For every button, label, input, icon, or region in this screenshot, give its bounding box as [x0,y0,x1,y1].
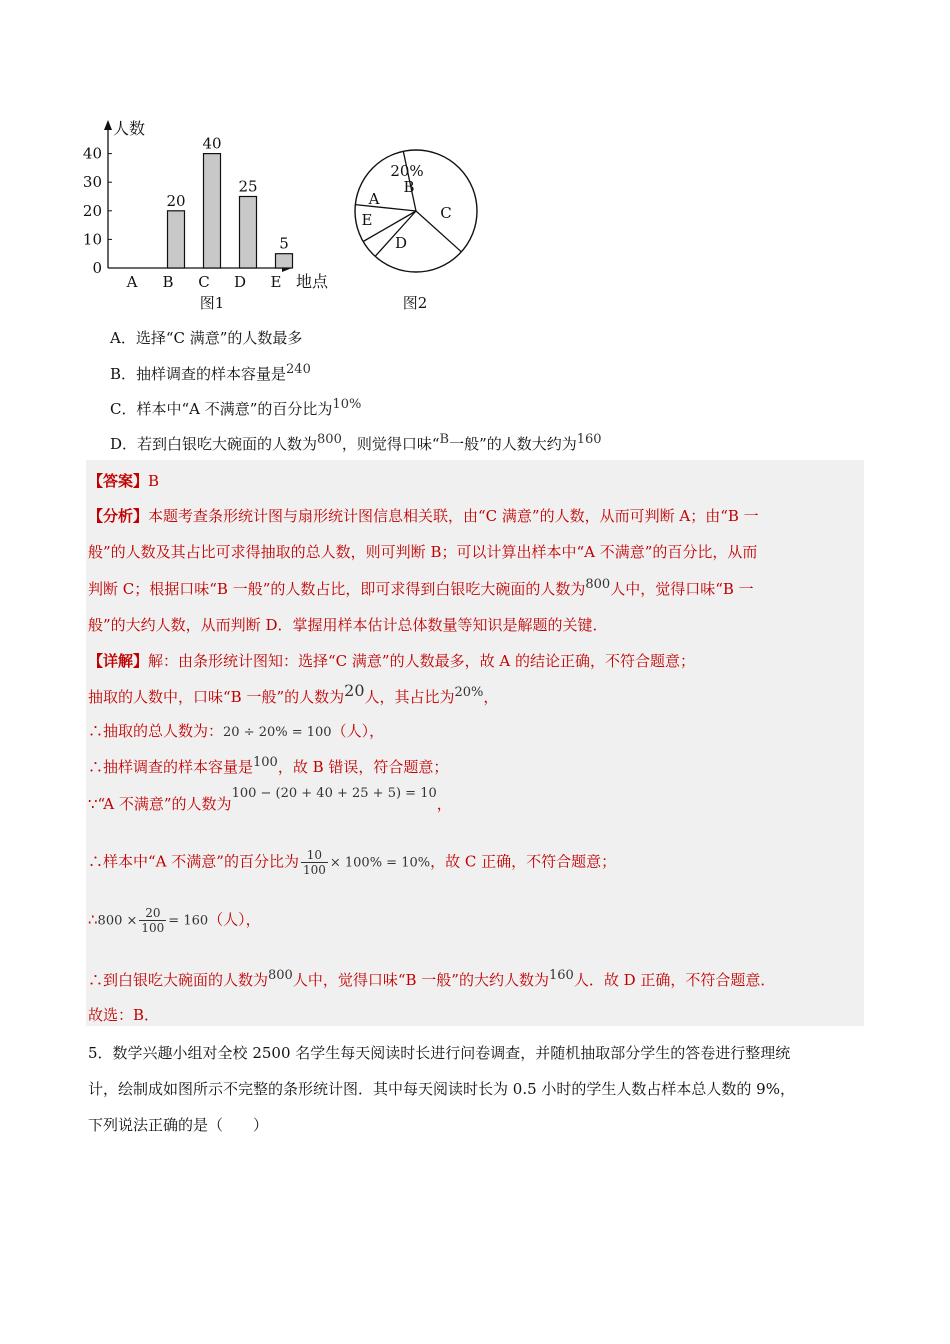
detail-line-8: ∴到白银吃大碗面的人数为800人中，觉得口味“B 一般”的大约人数为160人．故 D 正确，不符合题意． [88,968,776,989]
analysis-line-1: 【分析】本题考查条形统计图与扇形统计图信息相关联，由“C 满意”的人数，从而可判断 A；由“B 一 [88,507,759,525]
detail-line-3: ∴抽取的总人数为：20 ÷ 20% = 100（人）， [88,722,385,740]
question5-line-1: 5．数学兴趣小组对全校 2500 名学生每天阅读时长进行问卷调查，并随机抽取部分学生的答卷进行整理统 [88,1044,791,1062]
figures [80,112,480,312]
y-tick-label: 0 [92,259,102,277]
bar [240,197,257,269]
answer-line: 【答案】B [88,472,160,490]
detail-line-6: ∴样本中“A 不满意”的百分比为 $\frac{10}{100}$ × 100% = 10%，故 C 正确，不符合题意； [88,848,617,877]
figure2-caption: 图2 [402,294,428,312]
y-tick-label: 10 [82,230,102,249]
bar-data-label: 40 [202,134,222,153]
pie-label-b: B [403,178,415,196]
x-tick-label: D [233,273,247,291]
pie-chart [355,150,477,312]
bar-chart [83,119,329,312]
x-axis-label: 地点 [296,272,329,291]
bar [204,154,221,268]
pie-label-c: C [440,204,452,222]
bar-data-label: 20 [166,191,186,210]
y-tick-label: 20 [82,201,102,220]
y-tick-label: 30 [82,173,102,192]
x-tick-label: A [126,273,138,291]
analysis-line-2: 般”的人数及其占比可求得抽取的总人数，则可判断 B；可以计算出样本中“A 不满意”的百分比，从而 [88,543,758,561]
detail-line-9: 故选：B． [88,1006,160,1024]
figure1-caption: 图1 [199,294,225,312]
option-c: C．样本中“A 不满意”的百分比为10% [110,397,362,418]
y-tick-label: 40 [82,144,102,163]
detail-line-2: 抽取的人数中，口味“B 一般”的人数为20人，其占比为20%， [88,681,499,706]
x-tick-label: C [198,273,210,291]
pie-label-b-percent: 20% [390,162,424,180]
y-axis-label: 人数 [113,119,146,138]
analysis-line-3: 判断 C；根据口味“B 一般”的人数占比，即可求得到白银吃大碗面的人数为800人中，觉得口味“B 一 [88,577,754,598]
y-axis-arrow [104,120,112,130]
detail-line-7: ∴800 × $\frac{20}{100}$ = 160（人）， [88,906,261,935]
x-tick-label: B [162,273,174,291]
pie-label-e: E [361,211,373,229]
bar-data-label: 5 [279,234,289,253]
option-b: B．抽样调查的样本容量是240 [110,362,311,383]
detail-line-5: ∵“A 不满意”的人数为100 − (20 + 40 + 25 + 5) = 10， [88,786,452,813]
x-tick-label: E [270,273,282,291]
bar [168,211,185,268]
option-a: A．选择“C 满意”的人数最多 [110,329,303,347]
bar [276,254,293,268]
bar-data-label: 25 [238,177,258,196]
option-d: D．若到白银吃大碗面的人数为800，则觉得口味“B一般”的人数大约为160 [110,432,602,453]
pie-label-a: A [368,190,380,208]
detail-line-1: 【详解】解：由条形统计图知：选择“C 满意”的人数最多，故 A 的结论正确，不符合题意； [88,652,695,670]
question5-line-3: 下列说法正确的是（ ） [88,1116,269,1134]
analysis-line-4: 般”的大约人数，从而判断 D．掌握用样本估计总体数量等知识是解题的关键． [88,616,608,634]
pie-label-d: D [394,234,408,252]
detail-line-4: ∴抽样调查的样本容量是100，故 B 错误，符合题意； [88,755,449,776]
question5-line-2: 计，绘制成如图所示不完整的条形统计图．其中每天阅读时长为 0.5 小时的学生人数占样本总人数的 9%， [88,1080,795,1098]
